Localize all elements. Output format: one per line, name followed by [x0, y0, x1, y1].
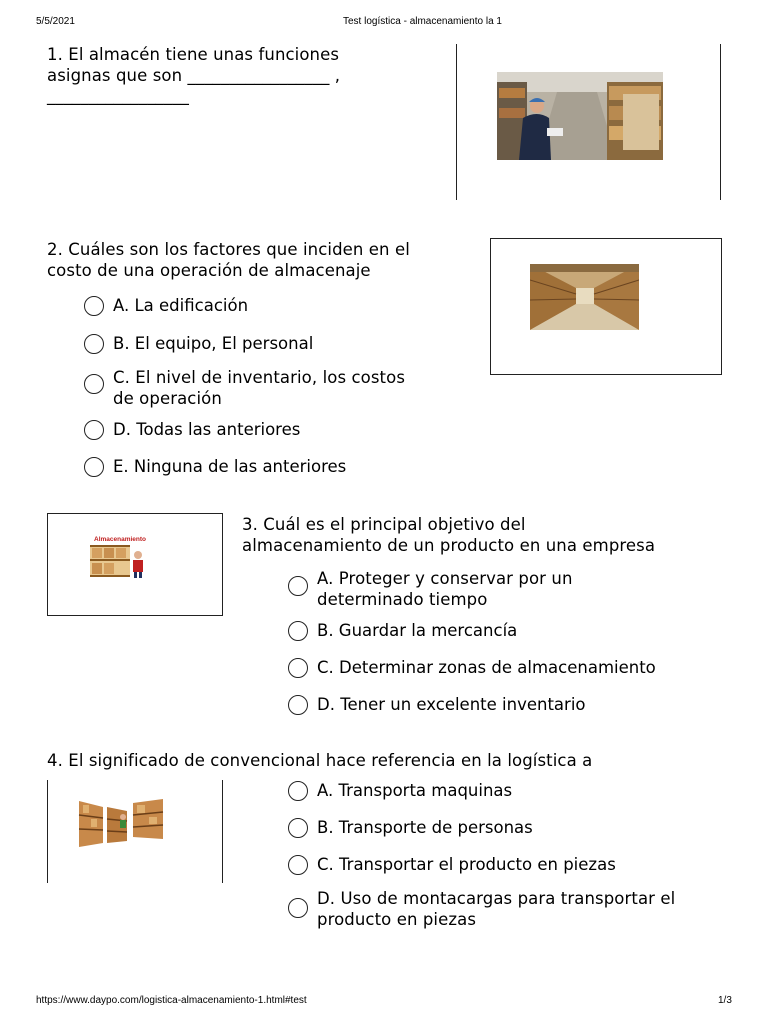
option-label: A. La edificación [113, 296, 249, 315]
page-number: 1/3 [718, 995, 732, 1006]
question-4-option-b[interactable] [288, 818, 533, 839]
option-label: D. Tener un excelente inventario [317, 695, 586, 714]
question-1-line-3: _________________ [47, 86, 189, 105]
option-label-line-1: A. Proteger y conservar por un [317, 569, 573, 588]
option-label: A. Transporta maquinas [317, 781, 513, 800]
radio-icon[interactable] [84, 420, 104, 440]
radio-icon[interactable] [288, 855, 308, 875]
option-label: C. Determinar zonas de almacenamiento [317, 658, 656, 677]
question-3-option-a[interactable] [288, 576, 308, 596]
clipart-caption: Almacenamiento [94, 536, 147, 543]
option-label-line-2: de operación [113, 388, 222, 408]
question-3-line-2: almacenamiento de un producto en una empresa [242, 535, 656, 555]
radio-icon[interactable] [288, 898, 308, 918]
option-label: B. Guardar la mercancía [317, 621, 518, 640]
option-label: B. El equipo, El personal [113, 334, 314, 353]
question-4-line-1: 4. El significado de convencional hace referencia en la logística a [47, 751, 593, 770]
radio-icon[interactable] [84, 334, 104, 354]
question-3-option-a-label [317, 569, 573, 610]
question-2-line-1: 2. Cuáles son los factores que inciden en el [47, 240, 410, 259]
radio-icon[interactable] [288, 695, 308, 715]
option-label-line-1: D. Uso de montacargas para transportar el [317, 889, 676, 908]
question-4-image-border-left [47, 780, 48, 883]
radio-icon[interactable] [288, 818, 308, 838]
question-1-line-1: 1. El almacén tiene unas funciones [47, 45, 340, 64]
radio-icon[interactable] [288, 781, 308, 801]
question-4-option-a[interactable] [288, 781, 512, 802]
question-1-text [47, 45, 340, 107]
question-2-text [47, 240, 410, 281]
warehouse-aisle-photo [530, 264, 639, 330]
warehouse-worker-photo [497, 72, 663, 160]
question-4-text [47, 751, 592, 772]
question-4-image-border-right [222, 780, 223, 883]
question-3-option-d[interactable] [288, 695, 586, 716]
question-2-option-b[interactable] [84, 334, 313, 355]
question-1-line-2: asignas que son _________________ , [47, 65, 341, 85]
option-label-line-1: C. El nivel de inventario, los costos [113, 368, 406, 387]
shelving-clipart [77, 797, 165, 847]
option-label-line-2: determinado tiempo [317, 589, 488, 609]
question-3-option-b[interactable] [288, 621, 517, 642]
question-3-line-1: 3. Cuál es el principal objetivo del [242, 515, 526, 534]
option-label-line-2: producto en piezas [317, 909, 477, 929]
question-2-option-e[interactable] [84, 457, 346, 478]
question-1-image-border-right [720, 44, 721, 200]
question-3-option-c[interactable] [288, 658, 656, 679]
question-2-option-c-label [113, 368, 405, 409]
option-label: B. Transporte de personas [317, 818, 533, 837]
question-4-option-d[interactable] [288, 898, 308, 918]
question-4-option-c[interactable] [288, 855, 616, 876]
question-4-option-d-label [317, 889, 675, 930]
radio-icon[interactable] [288, 621, 308, 641]
page-url: https://www.daypo.com/logistica-almacenamiento-1.html#test [36, 995, 307, 1006]
question-2-option-d[interactable] [84, 420, 300, 441]
print-title: Test logística - almacenamiento la 1 [343, 16, 502, 27]
radio-icon[interactable] [84, 374, 104, 394]
almacenamiento-clipart [88, 533, 150, 579]
question-3-text [242, 515, 655, 556]
question-2-option-a[interactable] [84, 296, 248, 317]
question-2-line-2: costo de una operación de almacenaje [47, 260, 371, 280]
radio-icon[interactable] [84, 457, 104, 477]
option-label: E. Ninguna de las anteriores [113, 457, 347, 476]
option-label: D. Todas las anteriores [113, 420, 301, 439]
radio-icon[interactable] [84, 296, 104, 316]
radio-icon[interactable] [288, 658, 308, 678]
print-date: 5/5/2021 [36, 16, 75, 27]
option-label: C. Transportar el producto en piezas [317, 855, 616, 874]
question-2-option-c[interactable] [84, 376, 104, 394]
radio-icon[interactable] [288, 576, 308, 596]
question-1-image-border-left [456, 44, 457, 200]
